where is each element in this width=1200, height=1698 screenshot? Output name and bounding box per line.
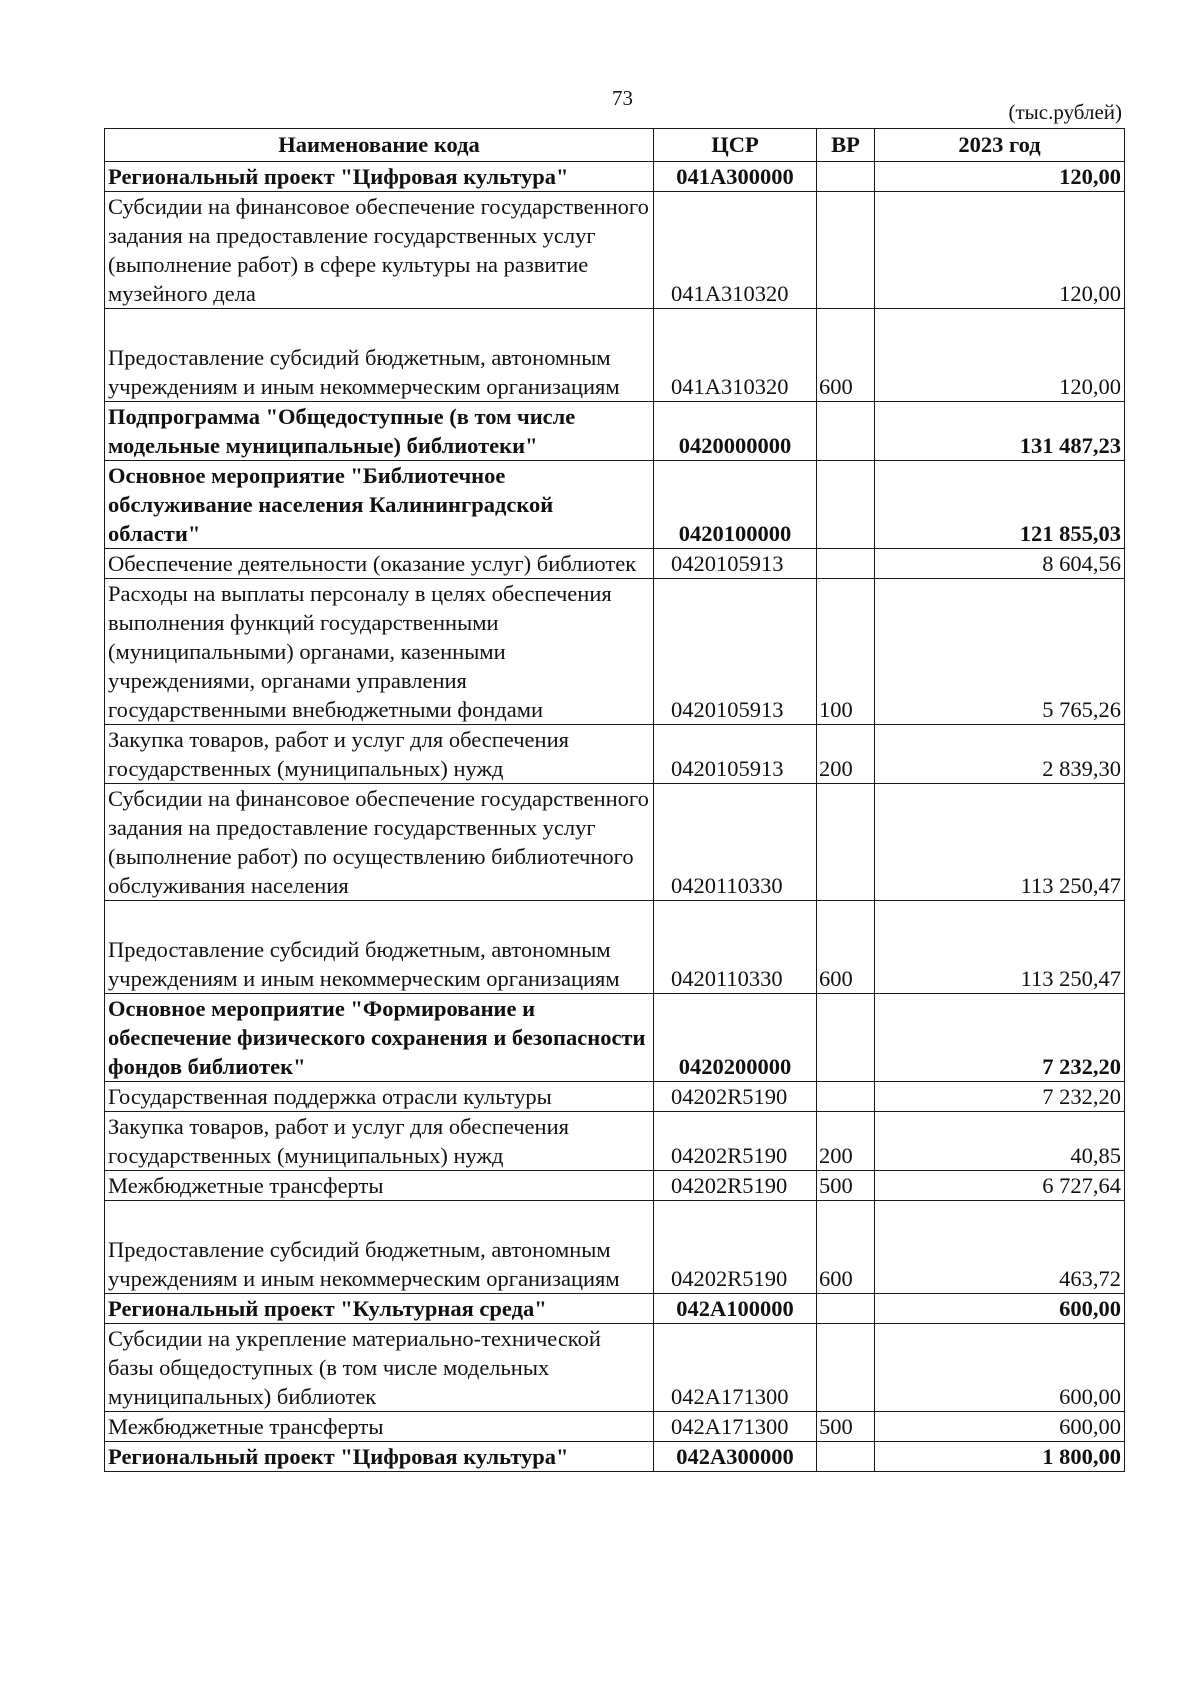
cell-name: Основное мероприятие "Формирование и обеспечение физического сохранения и безопасности фондов библиотек" — [105, 994, 654, 1082]
cell-name: Обеспечение деятельности (оказание услуг) библиотек — [105, 549, 654, 579]
cell-name: Региональный проект "Культурная среда" — [105, 1294, 654, 1324]
cell-vr — [817, 461, 875, 549]
cell-vr — [817, 192, 875, 309]
cell-sum: 121 855,03 — [875, 461, 1125, 549]
cell-name: Субсидии на финансовое обеспечение государственного задания на предоставление государственных услуг (выполнение работ) в сфере культуры на развитие музейного дела — [105, 192, 654, 309]
table-row — [105, 994, 1125, 1082]
cell-sum: 113 250,47 — [875, 784, 1125, 901]
table-row — [105, 461, 1125, 549]
cell-csr: 0420100000 — [654, 461, 817, 549]
cell-vr: 600 — [817, 901, 875, 994]
cell-name: Предоставление субсидий бюджетным, автономным учреждениям и иным некоммерческим организациям — [105, 309, 654, 402]
cell-sum: 120,00 — [875, 309, 1125, 402]
table-header-row — [105, 129, 1125, 162]
table-row — [105, 725, 1125, 784]
cell-sum: 600,00 — [875, 1412, 1125, 1442]
table-body — [105, 162, 1125, 1472]
cell-csr: 04202R5190 — [654, 1082, 817, 1112]
cell-sum: 131 487,23 — [875, 402, 1125, 461]
header-name: Наименование кода — [105, 129, 654, 162]
cell-csr: 0420105913 — [654, 549, 817, 579]
cell-sum: 7 232,20 — [875, 994, 1125, 1082]
cell-sum: 8 604,56 — [875, 549, 1125, 579]
cell-name: Региональный проект "Цифровая культура" — [105, 1442, 654, 1472]
header-sum: 2023 год — [875, 129, 1125, 162]
cell-sum: 120,00 — [875, 192, 1125, 309]
cell-csr: 0420105913 — [654, 725, 817, 784]
table-row — [105, 1294, 1125, 1324]
cell-vr — [817, 1442, 875, 1472]
cell-csr: 042А100000 — [654, 1294, 817, 1324]
cell-sum: 1 800,00 — [875, 1442, 1125, 1472]
cell-name: Региональный проект "Цифровая культура" — [105, 162, 654, 192]
table-row — [105, 1412, 1125, 1442]
table-row — [105, 402, 1125, 461]
cell-csr: 042А300000 — [654, 1442, 817, 1472]
cell-vr: 600 — [817, 309, 875, 402]
cell-vr: 600 — [817, 1201, 875, 1294]
cell-csr: 0420200000 — [654, 994, 817, 1082]
page-number: 73 — [612, 86, 633, 110]
cell-csr: 04202R5190 — [654, 1171, 817, 1201]
cell-name: Предоставление субсидий бюджетным, автономным учреждениям и иным некоммерческим организациям — [105, 901, 654, 994]
table-row — [105, 1082, 1125, 1112]
cell-csr: 042А171300 — [654, 1324, 817, 1412]
cell-vr: 500 — [817, 1171, 875, 1201]
cell-vr — [817, 994, 875, 1082]
cell-vr — [817, 1082, 875, 1112]
units-label: (тыс.рублей) — [1008, 100, 1122, 124]
cell-csr: 0420000000 — [654, 402, 817, 461]
table-row — [105, 1171, 1125, 1201]
cell-name: Основное мероприятие "Библиотечное обслуживание населения Калининградской области" — [105, 461, 654, 549]
cell-vr — [817, 162, 875, 192]
table-row — [105, 162, 1125, 192]
cell-sum: 7 232,20 — [875, 1082, 1125, 1112]
cell-vr — [817, 402, 875, 461]
cell-vr — [817, 784, 875, 901]
cell-vr — [817, 1294, 875, 1324]
cell-csr: 041А310320 — [654, 192, 817, 309]
table-row — [105, 192, 1125, 309]
cell-name: Межбюджетные трансферты — [105, 1412, 654, 1442]
header-csr: ЦСР — [654, 129, 817, 162]
cell-sum: 600,00 — [875, 1294, 1125, 1324]
cell-csr: 042А171300 — [654, 1412, 817, 1442]
cell-name: Закупка товаров, работ и услуг для обеспечения государственных (муниципальных) нужд — [105, 725, 654, 784]
table-row — [105, 1201, 1125, 1294]
cell-sum: 463,72 — [875, 1201, 1125, 1294]
table-row — [105, 549, 1125, 579]
cell-name: Предоставление субсидий бюджетным, автономным учреждениям и иным некоммерческим организациям — [105, 1201, 654, 1294]
cell-csr: 04202R5190 — [654, 1112, 817, 1171]
cell-name: Государственная поддержка отрасли культуры — [105, 1082, 654, 1112]
cell-vr: 100 — [817, 579, 875, 725]
cell-csr: 041А310320 — [654, 309, 817, 402]
cell-sum: 6 727,64 — [875, 1171, 1125, 1201]
cell-sum: 600,00 — [875, 1324, 1125, 1412]
cell-csr: 0420110330 — [654, 901, 817, 994]
budget-table — [104, 128, 1125, 1472]
cell-name: Расходы на выплаты персоналу в целях обеспечения выполнения функций государственными (муниципальными) органами, казенными учреждениями, органами управления государственными внебюджетными фондами — [105, 579, 654, 725]
cell-csr: 0420105913 — [654, 579, 817, 725]
cell-name: Межбюджетные трансферты — [105, 1171, 654, 1201]
cell-vr: 500 — [817, 1412, 875, 1442]
cell-sum: 40,85 — [875, 1112, 1125, 1171]
cell-vr — [817, 549, 875, 579]
header-vr: ВР — [817, 129, 875, 162]
cell-name: Подпрограмма "Общедоступные (в том числе модельные муниципальные) библиотеки" — [105, 402, 654, 461]
cell-csr: 041А300000 — [654, 162, 817, 192]
table-row — [105, 1324, 1125, 1412]
table-row — [105, 309, 1125, 402]
cell-sum: 120,00 — [875, 162, 1125, 192]
cell-vr: 200 — [817, 1112, 875, 1171]
cell-vr: 200 — [817, 725, 875, 784]
table-row — [105, 579, 1125, 725]
cell-sum: 5 765,26 — [875, 579, 1125, 725]
cell-csr: 0420110330 — [654, 784, 817, 901]
cell-name: Закупка товаров, работ и услуг для обеспечения государственных (муниципальных) нужд — [105, 1112, 654, 1171]
table-row — [105, 1442, 1125, 1472]
table-row — [105, 784, 1125, 901]
cell-csr: 04202R5190 — [654, 1201, 817, 1294]
table-row — [105, 1112, 1125, 1171]
cell-sum: 113 250,47 — [875, 901, 1125, 994]
cell-vr — [817, 1324, 875, 1412]
cell-name: Субсидии на укрепление материально-технической базы общедоступных (в том числе модельных муниципальных) библиотек — [105, 1324, 654, 1412]
cell-sum: 2 839,30 — [875, 725, 1125, 784]
table-row — [105, 901, 1125, 994]
cell-name: Субсидии на финансовое обеспечение государственного задания на предоставление государственных услуг (выполнение работ) по осуществлению библиотечного обслуживания населения — [105, 784, 654, 901]
